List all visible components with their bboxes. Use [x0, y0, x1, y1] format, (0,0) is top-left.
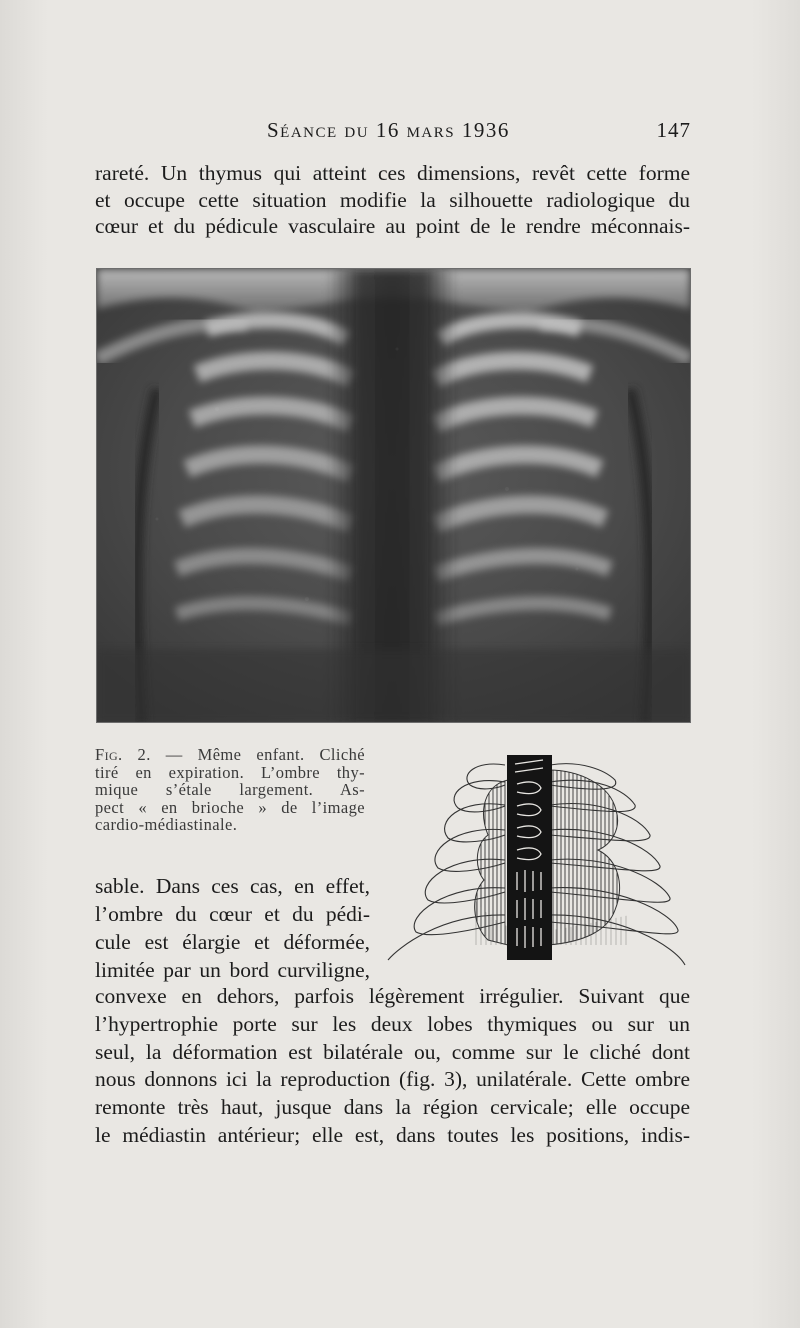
caption-label: Fig. 2.	[95, 745, 151, 764]
caption-line	[95, 746, 365, 764]
caption-line: mique s’étale largement. As-	[95, 780, 365, 800]
text-line: et occupe cette situation modifie la silhouette radiologique du	[95, 187, 690, 212]
caption-line: cardio-médiastinale.	[95, 815, 238, 835]
chest-radiograph-image	[96, 268, 691, 723]
running-title: Séance du 16 mars 1936	[267, 118, 510, 142]
paragraph-side	[95, 872, 370, 984]
text-line: convexe en dehors, parfois légèrement irrégulier. Suivant que	[95, 984, 690, 1008]
text-line: l’ombre du cœur et du pédi-	[95, 902, 370, 926]
page-number: 147	[656, 118, 691, 142]
running-head	[95, 118, 695, 148]
text-line: rareté. Un thymus qui atteint ces dimensions, revêt cette forme	[95, 161, 690, 185]
text-line: cule est élargie et déformée,	[95, 930, 370, 954]
text-line: seul, la déformation est bilatérale ou, comme sur le cliché dont	[95, 1039, 690, 1064]
text-line: cœur et du pédicule vasculaire au point de le rendre méconnais-	[95, 214, 690, 238]
text-line: remonte très haut, jusque dans la région cervicale; elle occupe	[95, 1095, 690, 1120]
caption-line: tiré en expiration. L’ombre thy-	[95, 762, 365, 782]
text-line: l’hypertrophie porte sur les deux lobes thymiques ou sur un	[95, 1011, 690, 1036]
text-line: nous donnons ici la reproduction (fig. 3), unilatérale. Cette ombre	[95, 1067, 690, 1092]
paragraph-top	[95, 160, 690, 240]
caption-line-text: — Même enfant. Cliché	[165, 745, 365, 764]
text-line: le médiastin antérieur; elle est, dans toutes les positions, indis-	[95, 1122, 690, 1147]
text-line: sable. Dans ces cas, en effet,	[95, 874, 370, 898]
caption-line: pect « en brioche » de l’image	[95, 797, 365, 817]
text-line: limitée par un bord curviligne,	[95, 958, 370, 982]
figure-caption	[95, 746, 365, 834]
thymus-schematic-drawing	[380, 750, 690, 975]
paragraph-bottom	[95, 983, 690, 1150]
